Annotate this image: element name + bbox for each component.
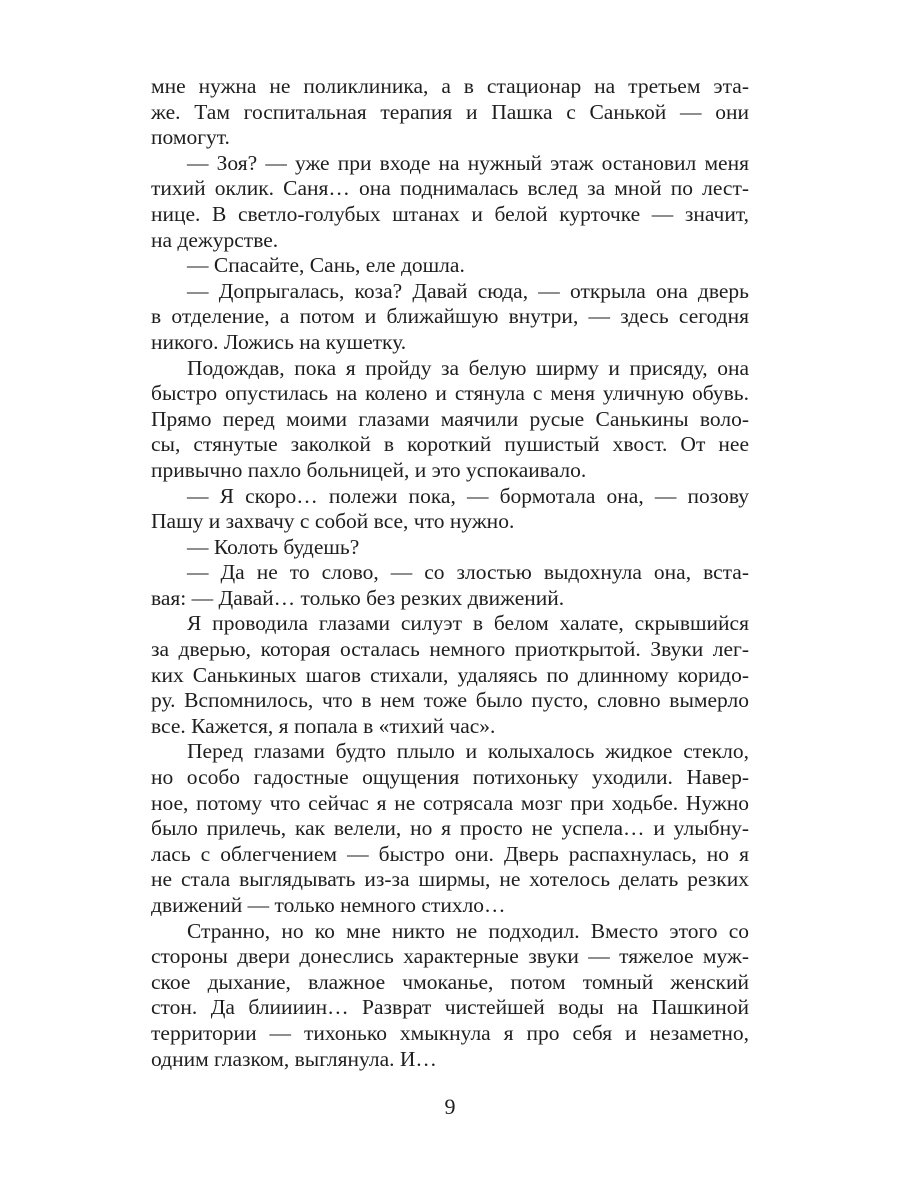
text-line: территории — тихонько хмыкнула я про себя и незаметно, bbox=[151, 1020, 749, 1045]
text-line: не стала выглядывать из-за ширмы, не хотелось делать резких bbox=[151, 867, 749, 892]
text-line: Пашу и захвачу с собой все, что нужно. bbox=[151, 509, 515, 534]
text-line: — Спасайте, Сань, еле дошла. bbox=[187, 253, 465, 278]
text-line: Перед глазами будто плыло и колыхалось жидкое стекло, bbox=[187, 739, 749, 764]
text-line: вая: — Давай… только без резких движений. bbox=[151, 585, 565, 610]
text-line: же. Там госпитальная терапия и Пашка с Санькой — они bbox=[151, 99, 749, 124]
text-line: тихий оклик. Саня… она поднималась вслед за мной по лест- bbox=[151, 176, 749, 201]
text-line: ное, потому что сейчас я не сотрясала мозг при ходьбе. Нужно bbox=[151, 790, 749, 815]
page-body bbox=[151, 74, 749, 1072]
text-line: Прямо перед моими глазами маячили русые Санькины воло- bbox=[151, 406, 749, 431]
text-line: Странно, но ко мне никто не подходил. Вместо этого со bbox=[187, 918, 749, 943]
text-line: — Зоя? — уже при входе на нужный этаж остановил меня bbox=[187, 150, 749, 175]
text-line: — Колоть будешь? bbox=[187, 534, 360, 559]
text-line: привычно пахло больницей, и это успокаивало. bbox=[151, 457, 587, 482]
text-line: — Допрыгалась, коза? Давай сюда, — открыла она дверь bbox=[187, 278, 749, 303]
text-line: помогут. bbox=[151, 125, 230, 150]
text-line: — Я скоро… полежи пока, — бормотала она, — позову bbox=[187, 483, 749, 508]
text-line: лась с облегчением — быстро они. Дверь распахнулась, но я bbox=[151, 841, 749, 866]
text-line: быстро опустилась на колено и стянула с меня уличную обувь. bbox=[151, 381, 749, 406]
text-line: ких Санькиных шагов стихали, удаляясь по длинному коридо- bbox=[151, 662, 749, 687]
text-line: мне нужна не поликлиника, а в стационар на третьем эта- bbox=[151, 74, 749, 98]
text-line: стороны двери донеслись характерные звуки — тяжелое муж- bbox=[151, 944, 749, 969]
text-line: ское дыхание, влажное чмоканье, потом томный женский bbox=[151, 969, 749, 994]
text-line: Подождав, пока я пройду за белую ширму и присяду, она bbox=[187, 355, 749, 380]
text-line: все. Кажется, я попала в «тихий час». bbox=[151, 713, 496, 738]
text-line: было прилечь, как велели, но я просто не успела… и улыбну- bbox=[151, 816, 749, 841]
text-line: нице. В светло-голубых штанах и белой курточке — значит, bbox=[151, 201, 749, 226]
text-line: Я проводила глазами силуэт в белом халате, скрывшийся bbox=[187, 611, 749, 636]
text-line: никого. Ложись на кушетку. bbox=[151, 329, 407, 354]
text-line: но особо гадостные ощущения потихоньку уходили. Навер- bbox=[151, 765, 749, 790]
text-line: одним глазком, выглянула. И… bbox=[151, 1046, 437, 1071]
text-line: ру. Вспомнилось, что в нем тоже было пусто, словно вымерло bbox=[151, 688, 749, 713]
text-line: в отделение, а потом и ближайшую внутри, — здесь сегодня bbox=[151, 304, 749, 329]
text-line: сы, стянутые заколкой в короткий пушистый хвост. От нее bbox=[151, 432, 749, 457]
text-line: за дверью, которая осталась немного приоткрытой. Звуки лег- bbox=[151, 637, 749, 662]
text-line: на дежурстве. bbox=[151, 227, 279, 252]
text-line: — Да не то слово, — со злостью выдохнула она, вста- bbox=[187, 560, 749, 585]
text-line: движений — только немного стихло… bbox=[151, 893, 506, 917]
text-line: стон. Да блиииин… Разврат чистейшей воды на Пашкиной bbox=[151, 995, 749, 1020]
page-number: 9 bbox=[444, 1094, 456, 1119]
